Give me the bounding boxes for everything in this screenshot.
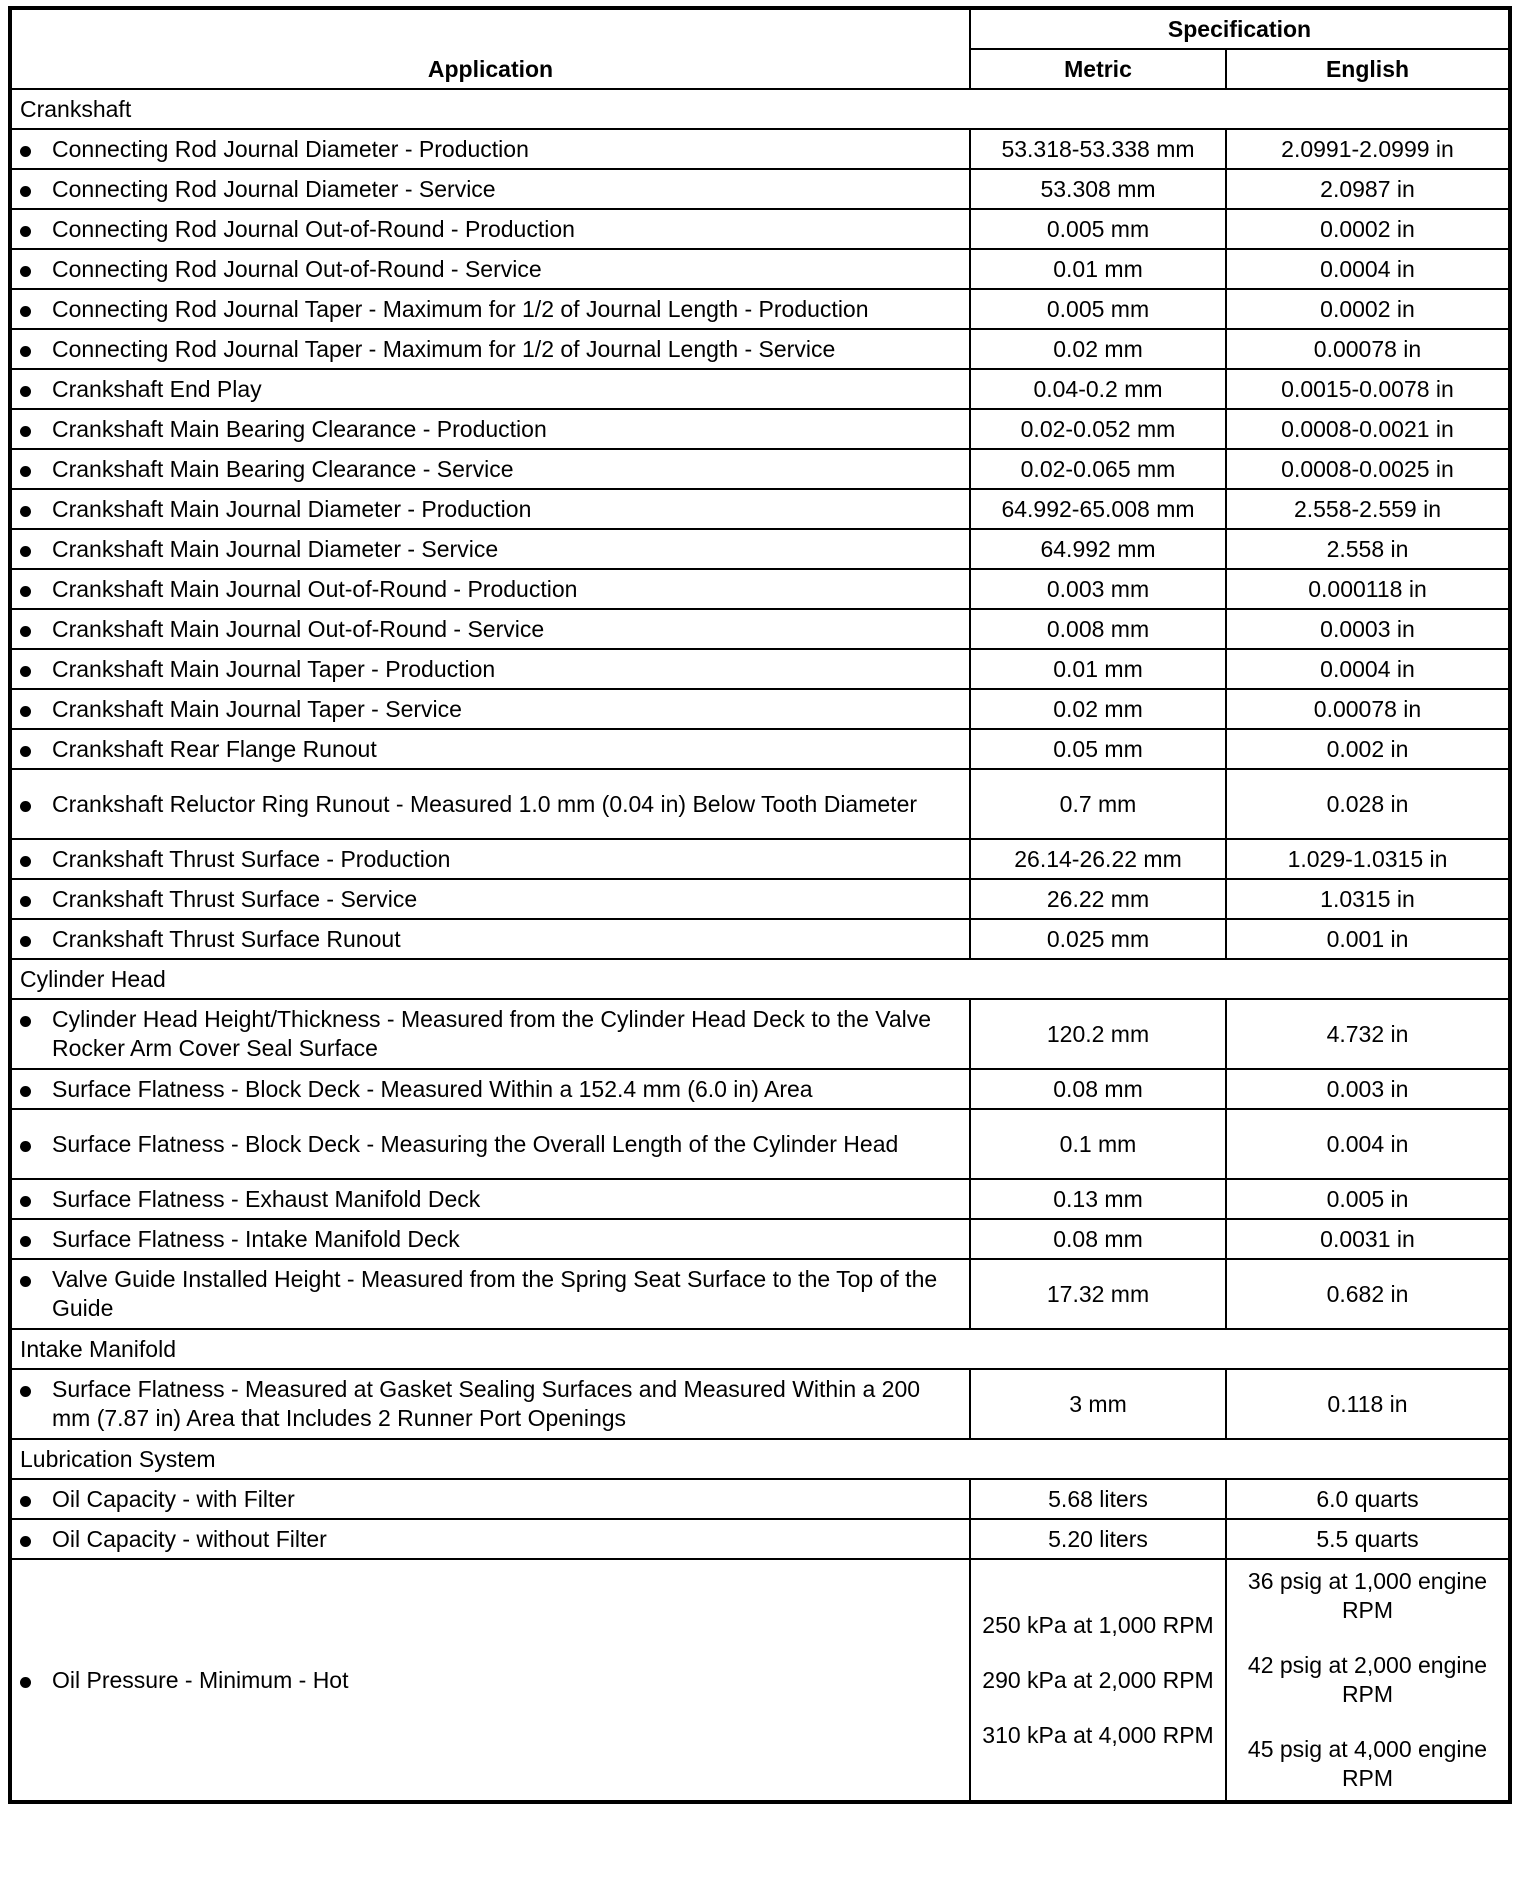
bullet-icon	[20, 1005, 52, 1034]
english-cell: 2.558-2.559 in	[1226, 489, 1510, 529]
metric-cell: 0.7 mm	[970, 769, 1226, 839]
application-cell	[10, 919, 970, 959]
english-cell: 0.0008-0.0025 in	[1226, 449, 1510, 489]
bullet-icon	[20, 655, 52, 684]
specification-table	[8, 6, 1512, 1804]
metric-cell: 0.13 mm	[970, 1179, 1226, 1219]
application-cell	[10, 649, 970, 689]
application-text: Crankshaft Main Journal Out-of-Round - Production	[52, 575, 578, 602]
metric-cell: 0.1 mm	[970, 1109, 1226, 1179]
table-row	[10, 329, 1510, 369]
section-title: Intake Manifold	[10, 1329, 1510, 1369]
metric-cell: 0.04-0.2 mm	[970, 369, 1226, 409]
table-row	[10, 409, 1510, 449]
table-body	[10, 89, 1510, 1802]
table-row	[10, 1259, 1510, 1329]
english-cell: 0.0015-0.0078 in	[1226, 369, 1510, 409]
application-header: Application	[10, 8, 970, 89]
application-cell	[10, 169, 970, 209]
bullet-icon	[20, 1130, 52, 1159]
application-cell	[10, 1219, 970, 1259]
metric-cell: 5.20 liters	[970, 1519, 1226, 1559]
table-row	[10, 879, 1510, 919]
section-title: Crankshaft	[10, 89, 1510, 129]
application-cell	[10, 609, 970, 649]
application-text: Connecting Rod Journal Out-of-Round - Production	[52, 215, 575, 242]
application-cell	[10, 409, 970, 449]
table-row	[10, 729, 1510, 769]
application-text: Crankshaft Thrust Surface - Production	[52, 845, 451, 872]
english-cell: 0.0003 in	[1226, 609, 1510, 649]
metric-cell: 0.025 mm	[970, 919, 1226, 959]
english-cell: 0.0031 in	[1226, 1219, 1510, 1259]
application-text: Crankshaft Main Journal Taper - Service	[52, 695, 462, 722]
english-cell: 2.0987 in	[1226, 169, 1510, 209]
bullet-icon	[20, 215, 52, 244]
application-cell	[10, 569, 970, 609]
english-cell: 4.732 in	[1226, 999, 1510, 1069]
table-row	[10, 689, 1510, 729]
bullet-icon	[20, 1375, 52, 1404]
table-row	[10, 1369, 1510, 1439]
section-row	[10, 959, 1510, 999]
section-title: Cylinder Head	[10, 959, 1510, 999]
application-text: Surface Flatness - Exhaust Manifold Deck	[52, 1185, 481, 1212]
metric-cell: 0.01 mm	[970, 249, 1226, 289]
bullet-icon	[20, 1075, 52, 1104]
metric-cell: 3 mm	[970, 1369, 1226, 1439]
metric-value: 290 kPa at 2,000 RPM	[982, 1666, 1214, 1693]
metric-cell: 0.008 mm	[970, 609, 1226, 649]
table-row	[10, 129, 1510, 169]
english-cell: 0.003 in	[1226, 1069, 1510, 1109]
metric-cell: 0.02-0.065 mm	[970, 449, 1226, 489]
english-value: 45 psig at 4,000 engine RPM	[1247, 1736, 1488, 1791]
english-cell: 0.000118 in	[1226, 569, 1510, 609]
application-cell	[10, 729, 970, 769]
english-header: English	[1226, 49, 1510, 89]
table-row	[10, 919, 1510, 959]
english-cell: 0.028 in	[1226, 769, 1510, 839]
bullet-icon	[20, 885, 52, 914]
english-cell: 1.0315 in	[1226, 879, 1510, 919]
english-cell: 0.005 in	[1226, 1179, 1510, 1219]
application-text: Crankshaft Main Bearing Clearance - Service	[52, 455, 514, 482]
metric-cell: 26.14-26.22 mm	[970, 839, 1226, 879]
application-text: Oil Pressure - Minimum - Hot	[52, 1666, 349, 1693]
english-cell: 5.5 quarts	[1226, 1519, 1510, 1559]
metric-cell: 53.308 mm	[970, 169, 1226, 209]
bullet-icon	[20, 1485, 52, 1514]
metric-cell	[970, 1559, 1226, 1802]
bullet-icon	[20, 1185, 52, 1214]
metric-value: 310 kPa at 4,000 RPM	[982, 1721, 1214, 1748]
application-cell	[10, 329, 970, 369]
table-row	[10, 1219, 1510, 1259]
application-cell	[10, 209, 970, 249]
application-text: Connecting Rod Journal Diameter - Service	[52, 175, 496, 202]
english-cell: 0.682 in	[1226, 1259, 1510, 1329]
english-cell: 0.0002 in	[1226, 289, 1510, 329]
application-cell	[10, 1519, 970, 1559]
application-cell	[10, 999, 970, 1069]
application-text: Connecting Rod Journal Diameter - Production	[52, 135, 529, 162]
table-row	[10, 569, 1510, 609]
table-row	[10, 1069, 1510, 1109]
english-value: 42 psig at 2,000 engine RPM	[1247, 1652, 1488, 1707]
english-cell: 1.029-1.0315 in	[1226, 839, 1510, 879]
application-text: Crankshaft Main Journal Diameter - Service	[52, 535, 499, 562]
table-row	[10, 649, 1510, 689]
english-value: 36 psig at 1,000 engine RPM	[1247, 1568, 1488, 1623]
metric-cell: 0.005 mm	[970, 289, 1226, 329]
application-text: Crankshaft Rear Flange Runout	[52, 735, 377, 762]
application-text: Surface Flatness - Block Deck - Measured Within a 152.4 mm (6.0 in) Area	[52, 1075, 813, 1102]
application-text: Crankshaft Thrust Surface Runout	[52, 925, 401, 952]
english-cell: 6.0 quarts	[1226, 1479, 1510, 1519]
application-text: Oil Capacity - with Filter	[52, 1485, 295, 1512]
header-row	[10, 8, 1510, 49]
bullet-icon	[20, 375, 52, 404]
application-cell	[10, 1109, 970, 1179]
bullet-icon	[20, 495, 52, 524]
application-text: Connecting Rod Journal Taper - Maximum for 1/2 of Journal Length - Service	[52, 335, 836, 362]
bullet-icon	[20, 535, 52, 564]
metric-cell: 0.02 mm	[970, 329, 1226, 369]
table-row	[10, 209, 1510, 249]
application-cell	[10, 1479, 970, 1519]
application-text: Crankshaft Main Journal Diameter - Production	[52, 495, 532, 522]
table-row	[10, 289, 1510, 329]
bullet-icon	[20, 790, 52, 819]
table-row	[10, 609, 1510, 649]
application-cell	[10, 289, 970, 329]
application-cell	[10, 369, 970, 409]
application-cell	[10, 879, 970, 919]
metric-cell: 0.02-0.052 mm	[970, 409, 1226, 449]
application-text: Crankshaft End Play	[52, 375, 262, 402]
metric-cell: 120.2 mm	[970, 999, 1226, 1069]
metric-header: Metric	[970, 49, 1226, 89]
application-cell	[10, 529, 970, 569]
english-cell: 0.00078 in	[1226, 689, 1510, 729]
bullet-icon	[20, 735, 52, 764]
table-row	[10, 1109, 1510, 1179]
english-cell: 0.0004 in	[1226, 249, 1510, 289]
table-row	[10, 839, 1510, 879]
application-text: Cylinder Head Height/Thickness - Measured from the Cylinder Head Deck to the Valve Rocker Arm Cover Seal Surface	[52, 1006, 932, 1061]
section-row	[10, 89, 1510, 129]
table-row	[10, 1179, 1510, 1219]
application-cell	[10, 839, 970, 879]
bullet-icon	[20, 135, 52, 164]
metric-cell: 64.992-65.008 mm	[970, 489, 1226, 529]
section-row	[10, 1329, 1510, 1369]
application-cell	[10, 1259, 970, 1329]
section-row	[10, 1439, 1510, 1479]
english-cell: 2.558 in	[1226, 529, 1510, 569]
application-text: Surface Flatness - Intake Manifold Deck	[52, 1225, 460, 1252]
application-cell	[10, 1369, 970, 1439]
table-row	[10, 249, 1510, 289]
english-cell: 0.0008-0.0021 in	[1226, 409, 1510, 449]
application-text: Oil Capacity - without Filter	[52, 1525, 327, 1552]
application-text: Surface Flatness - Block Deck - Measuring the Overall Length of the Cylinder Head	[52, 1130, 899, 1157]
application-cell	[10, 1069, 970, 1109]
bullet-icon	[20, 1525, 52, 1554]
bullet-icon	[20, 255, 52, 284]
application-text: Crankshaft Main Bearing Clearance - Production	[52, 415, 547, 442]
metric-cell: 0.02 mm	[970, 689, 1226, 729]
table-row	[10, 369, 1510, 409]
bullet-icon	[20, 845, 52, 874]
application-text: Valve Guide Installed Height - Measured from the Spring Seat Surface to the Top of the Guide	[52, 1266, 938, 1321]
application-text: Connecting Rod Journal Out-of-Round - Service	[52, 255, 542, 282]
english-cell: 0.00078 in	[1226, 329, 1510, 369]
bullet-icon	[20, 295, 52, 324]
specification-header: Specification	[970, 8, 1510, 49]
metric-cell: 0.003 mm	[970, 569, 1226, 609]
application-cell	[10, 449, 970, 489]
application-cell	[10, 769, 970, 839]
english-cell: 0.002 in	[1226, 729, 1510, 769]
bullet-icon	[20, 925, 52, 954]
application-cell	[10, 249, 970, 289]
table-row	[10, 1479, 1510, 1519]
metric-cell: 53.318-53.338 mm	[970, 129, 1226, 169]
table-row	[10, 489, 1510, 529]
metric-cell: 0.08 mm	[970, 1069, 1226, 1109]
bullet-icon	[20, 575, 52, 604]
bullet-icon	[20, 175, 52, 204]
english-cell: 0.118 in	[1226, 1369, 1510, 1439]
english-cell: 0.001 in	[1226, 919, 1510, 959]
english-cell: 2.0991-2.0999 in	[1226, 129, 1510, 169]
metric-cell: 17.32 mm	[970, 1259, 1226, 1329]
metric-cell: 0.005 mm	[970, 209, 1226, 249]
application-cell	[10, 1559, 970, 1802]
bullet-icon	[20, 1225, 52, 1254]
table-row	[10, 769, 1510, 839]
metric-value: 250 kPa at 1,000 RPM	[982, 1611, 1214, 1638]
bullet-icon	[20, 1666, 52, 1695]
bullet-icon	[20, 1265, 52, 1294]
table-row	[10, 1559, 1510, 1802]
application-text: Connecting Rod Journal Taper - Maximum for 1/2 of Journal Length - Production	[52, 295, 869, 322]
bullet-icon	[20, 695, 52, 724]
metric-cell: 0.08 mm	[970, 1219, 1226, 1259]
application-text: Crankshaft Main Journal Taper - Production	[52, 655, 496, 682]
metric-cell: 0.01 mm	[970, 649, 1226, 689]
metric-cell: 26.22 mm	[970, 879, 1226, 919]
metric-cell: 5.68 liters	[970, 1479, 1226, 1519]
bullet-icon	[20, 335, 52, 364]
application-cell	[10, 489, 970, 529]
metric-cell: 64.992 mm	[970, 529, 1226, 569]
bullet-icon	[20, 455, 52, 484]
bullet-icon	[20, 615, 52, 644]
bullet-icon	[20, 415, 52, 444]
application-cell	[10, 1179, 970, 1219]
english-cell: 0.004 in	[1226, 1109, 1510, 1179]
application-cell	[10, 689, 970, 729]
english-cell: 0.0002 in	[1226, 209, 1510, 249]
application-text: Crankshaft Reluctor Ring Runout - Measured 1.0 mm (0.04 in) Below Tooth Diameter	[52, 790, 918, 817]
application-cell	[10, 129, 970, 169]
table-row	[10, 999, 1510, 1069]
table-row	[10, 169, 1510, 209]
application-text: Crankshaft Main Journal Out-of-Round - Service	[52, 615, 545, 642]
english-cell	[1226, 1559, 1510, 1802]
table-row	[10, 449, 1510, 489]
table-row	[10, 529, 1510, 569]
application-text: Crankshaft Thrust Surface - Service	[52, 885, 418, 912]
section-title: Lubrication System	[10, 1439, 1510, 1479]
application-text: Surface Flatness - Measured at Gasket Sealing Surfaces and Measured Within a 200 mm (7.87 in) Area that Includes 2 Runner Port Openings	[52, 1376, 921, 1431]
english-cell: 0.0004 in	[1226, 649, 1510, 689]
metric-cell: 0.05 mm	[970, 729, 1226, 769]
table-row	[10, 1519, 1510, 1559]
